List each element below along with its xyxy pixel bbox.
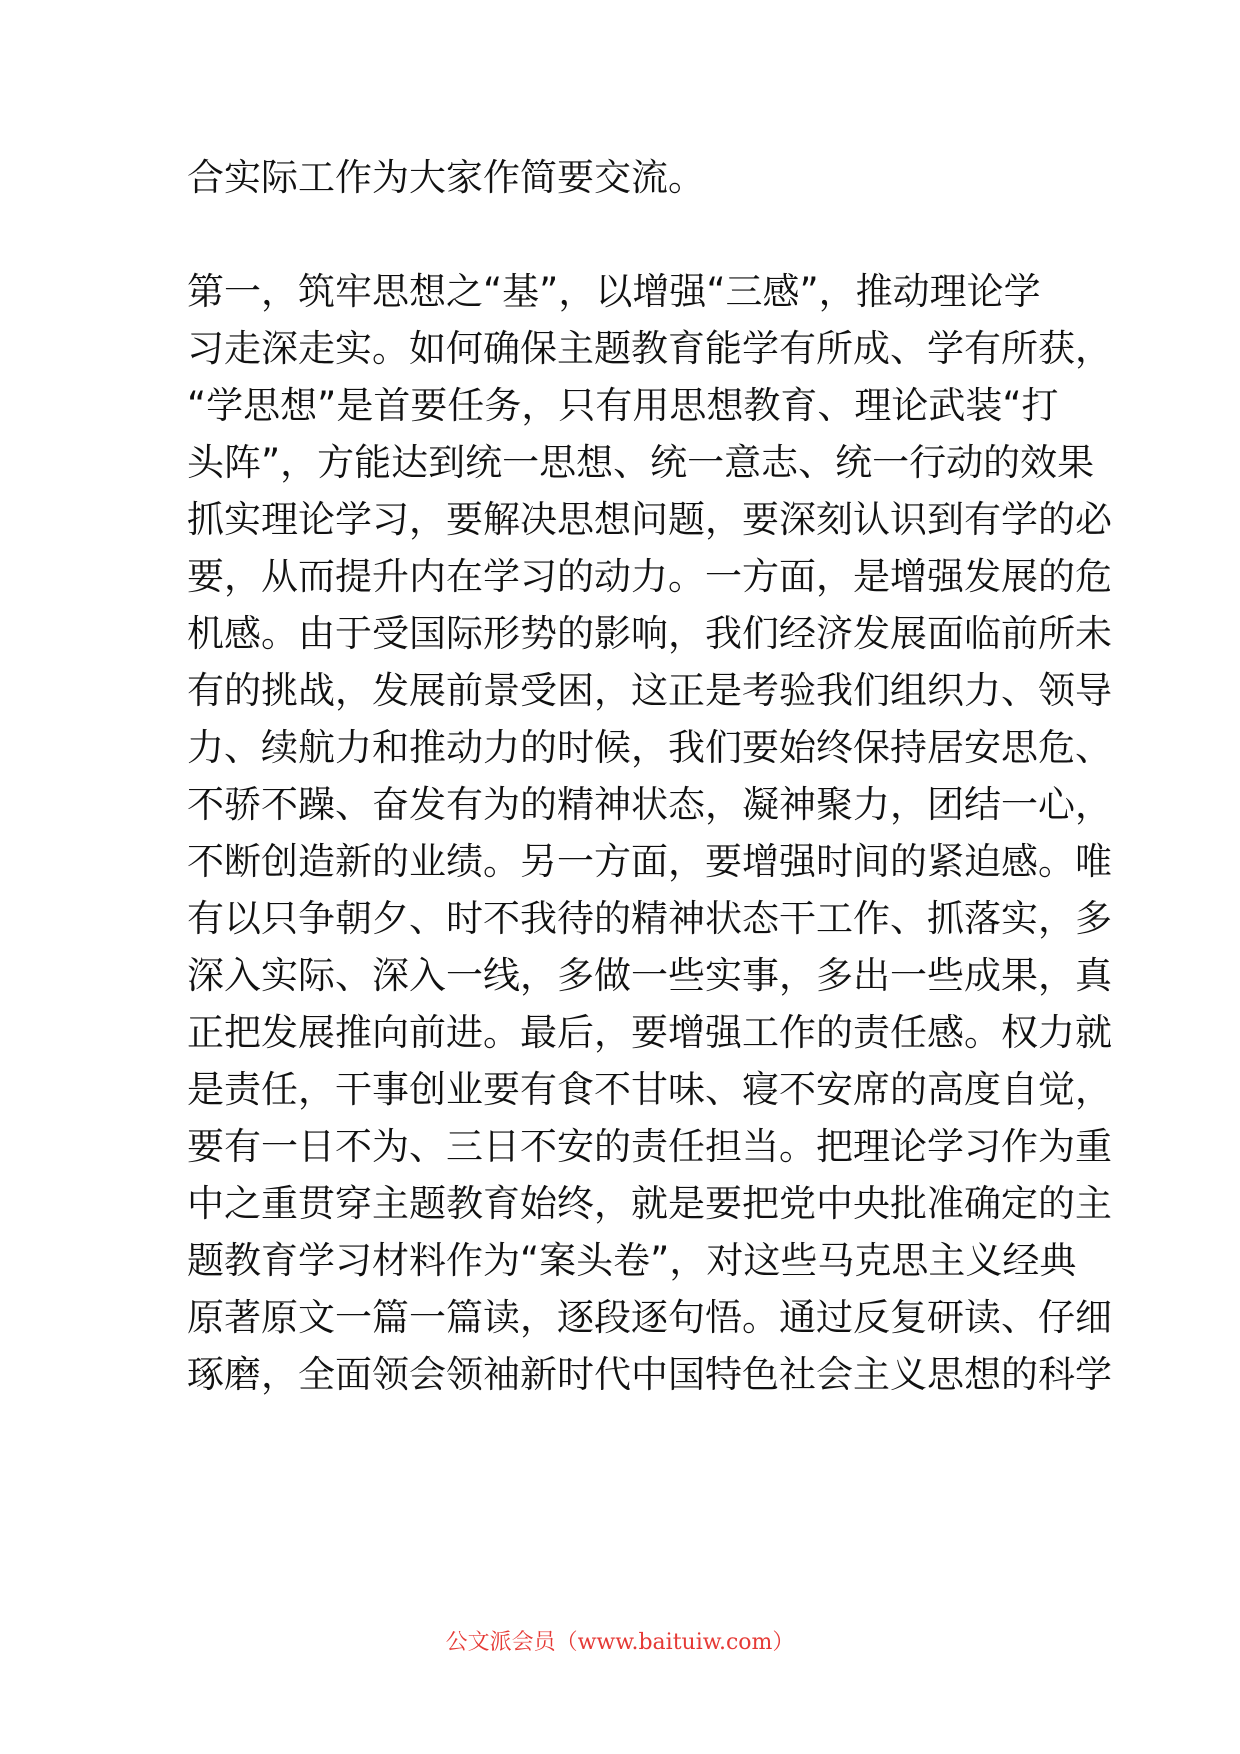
paragraph-line: 不骄不躁、奋发有为的精神状态，凝神聚力，团结一心， <box>187 783 1112 826</box>
paragraph-line: 不断创造新的业绩。另一方面，要增强时间的紧迫感。唯 <box>187 840 1112 883</box>
paragraph-line: 第一，筑牢思想之“基”，以增强“三感”，推动理论学 <box>187 270 1041 313</box>
paragraph-line: 有以只争朝夕、时不我待的精神状态干工作、抓落实，多 <box>187 897 1112 940</box>
paragraph-line: 抓实理论学习，要解决思想问题，要深刻认识到有学的必 <box>187 498 1112 541</box>
paragraph-line: 题教育学习材料作为“案头卷”，对这些马克思主义经典 <box>187 1239 1077 1282</box>
intro-line: 合实际工作为大家作简要交流。 <box>187 156 705 199</box>
paragraph-line: 机感。由于受国际形势的影响，我们经济发展面临前所未 <box>187 612 1112 655</box>
paragraph-line: “学思想”是首要任务，只有用思想教育、理论武装“打 <box>187 384 1059 427</box>
paragraph-line: 正把发展推向前进。最后，要增强工作的责任感。权力就 <box>187 1011 1112 1054</box>
paragraph-line: 习走深走实。如何确保主题教育能学有所成、学有所获， <box>187 327 1112 370</box>
paragraph-line: 深入实际、深入一线，多做一些实事，多出一些成果，真 <box>187 954 1112 997</box>
footer-watermark: 公文派会员（www.baituiw.com） <box>445 1630 795 1655</box>
paragraph-line: 头阵”，方能达到统一思想、统一意志、统一行动的效果 <box>187 441 1095 484</box>
paragraph-line: 要有一日不为、三日不安的责任担当。把理论学习作为重 <box>187 1125 1112 1168</box>
paragraph-line: 是责任，干事创业要有食不甘味、寝不安席的高度自觉， <box>187 1068 1112 1111</box>
paragraph-line: 中之重贯穿主题教育始终，就是要把党中央批准确定的主 <box>187 1182 1112 1225</box>
paragraph-line: 要，从而提升内在学习的动力。一方面，是增强发展的危 <box>187 555 1112 598</box>
paragraph-line: 力、续航力和推动力的时候，我们要始终保持居安思危、 <box>187 726 1112 769</box>
paragraph-line: 琢磨，全面领会领袖新时代中国特色社会主义思想的科学 <box>187 1353 1112 1396</box>
paragraph-line: 原著原文一篇一篇读，逐段逐句悟。通过反复研读、仔细 <box>187 1296 1112 1339</box>
paragraph-line: 有的挑战，发展前景受困，这正是考验我们组织力、领导 <box>187 669 1112 712</box>
